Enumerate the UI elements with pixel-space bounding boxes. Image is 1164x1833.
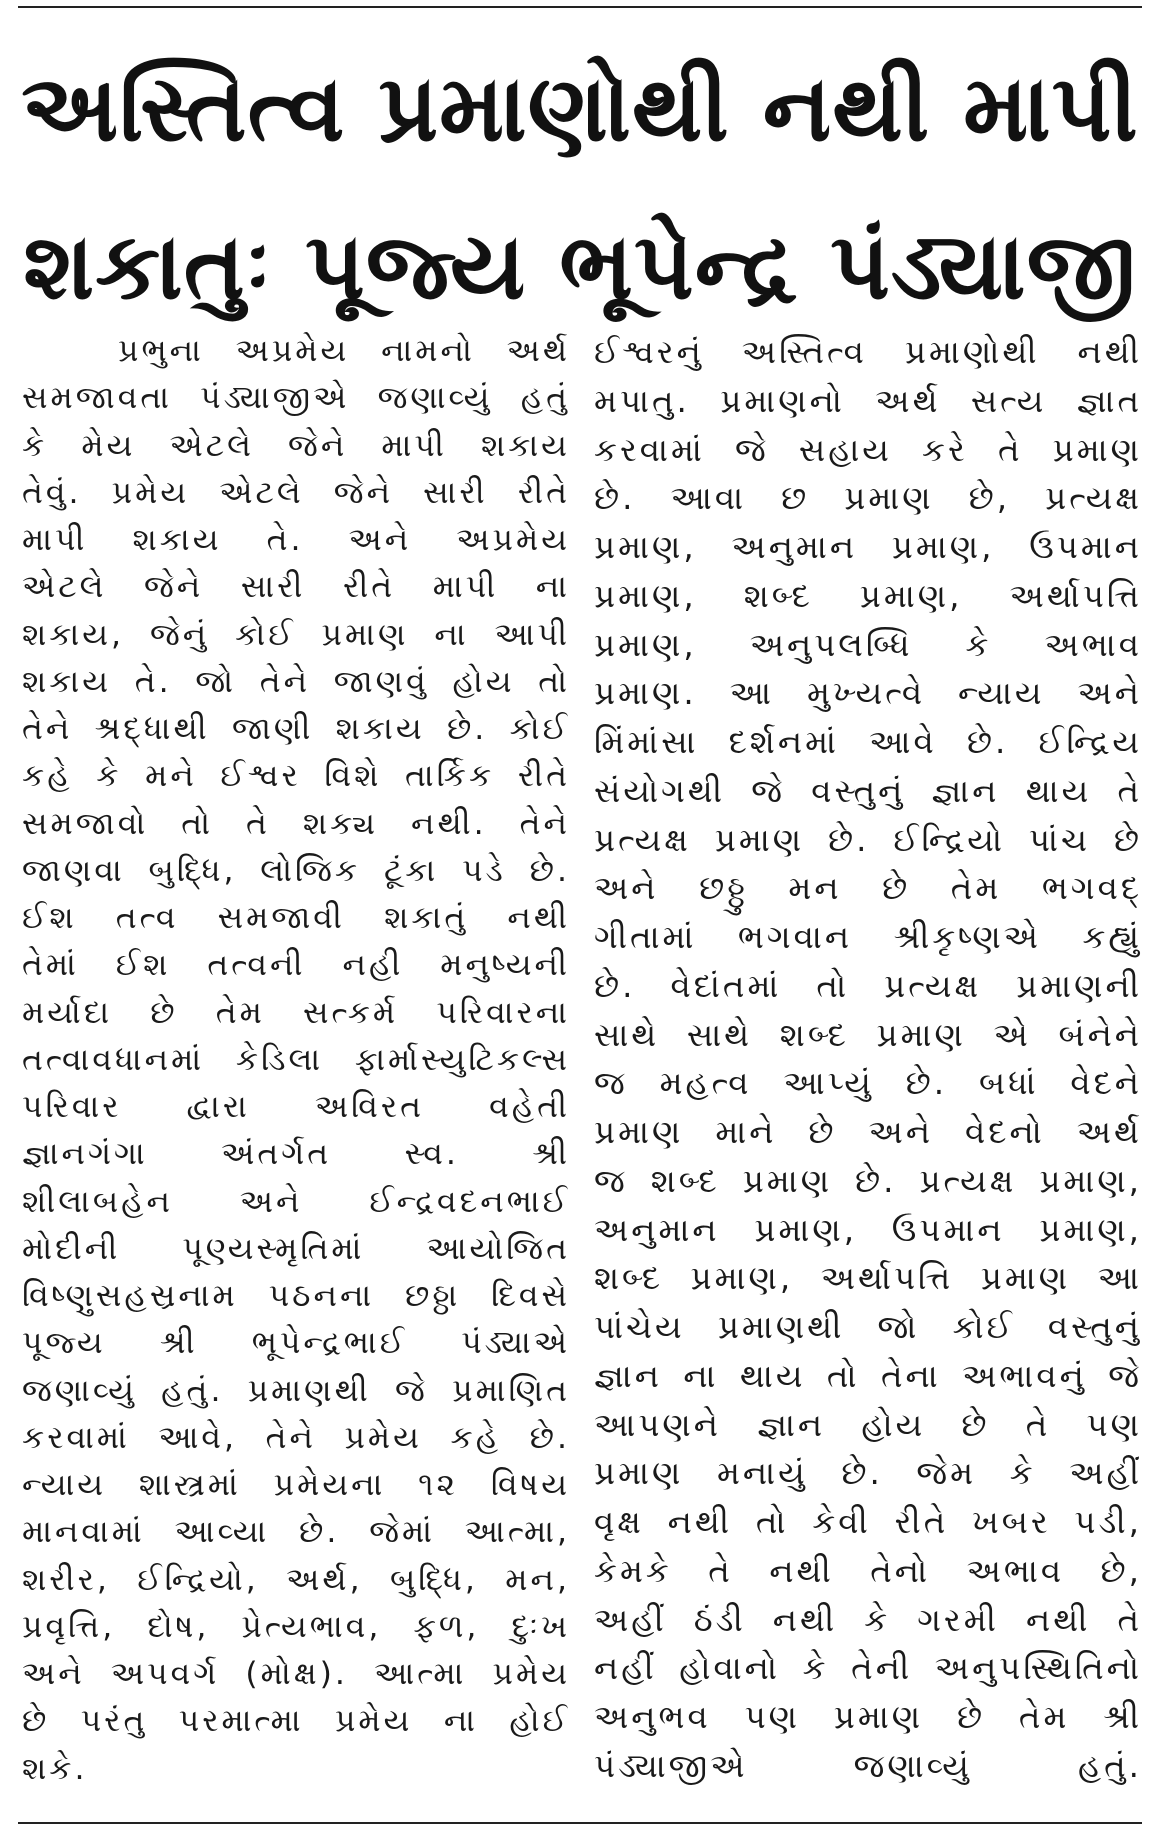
article-body [22, 328, 1142, 1806]
column-right-text: ઈશ્વરનું અસ્તિત્વ પ્રમાણોથી નથી મપાતુ. પ્રમાણનો અર્થ સત્ય જ્ઞાત કરવામાં જે સહાય કરે તે પ્રમાણ છે. આવા છ પ્રમાણ છે, પ્રત્યક્ષ પ્રમાણ, અનુમાન પ્રમાણ, ઉપમાન પ્રમાણ, શબ્દ પ્રમાણ, અર્થાપત્તિ પ્રમાણ, અનુપલબ્ધિ કે અભાવ પ્રમાણ. આ મુખ્યત્વે ન્યાય અને મિંમાંસા દર્શનમાં આવે છે. ઈન્દ્રિય સંયોગથી જે વસ્તુનું જ્ઞાન થાય તે પ્રત્યક્ષ પ્રમાણ છે. ઈન્દ્રિયો પાંચ છે અને છઠ્ઠુ મન છે તેમ ભગવદ્ ગીતામાં ભગવાન શ્રીકૃષ્ણએ કહ્યું છે. વેદાંતમાં તો પ્રત્યક્ષ પ્રમાણની સાથે સાથે શબ્દ પ્રમાણ એ બંનેને જ મહત્વ આપ્યું છે. બધાં વેદને પ્રમાણ માને છે અને વેદનો અર્થ જ શબ્દ પ્રમાણ છે. પ્રત્યક્ષ પ્રમાણ, અનુમાન પ્રમાણ, ઉપમાન પ્રમાણ, શબ્દ પ્રમાણ, અર્થાપત્તિ પ્રમાણ આ પાંચેય પ્રમાણથી જો કોઈ વસ્તુનું જ્ઞાન ના થાય તો તેના અભાવનું જે આપણને જ્ઞાન હોય છે તે પણ પ્રમાણ મનાયું છે. જેમ કે અહીં વૃક્ષ નથી તો કેવી રીતે ખબર પડી, કેમકે તે નથી તેનો અભાવ છે, અહીં ઠંડી નથી કે ગરમી નથી તે નહીં હોવાનો કે તેની અનુપસ્થિતિનો અનુભવ પણ પ્રમાણ છે તેમ શ્રી પંડ્યાજીએ જણાવ્યું હતું. [594, 333, 1142, 1785]
column-left-text: પ્રભુના અપ્રમેય નામનો અર્થ સમજાવતા પંડ્યાજીએ જણાવ્યું હતું કે મેય એટલે જેને માપી શકાય તેવું. પ્રમેય એટલે જેને સારી રીતે માપી શકાય તે. અને અપ્રમેય એટલે જેને સારી રીતે માપી ના શકાય, જેનું કોઈ પ્રમાણ ના આપી શકાય તે. જો તેને જાણવું હોય તો તેને શ્રદ્ધાથી જાણી શકાય છે. કોઈ કહે કે મને ઈશ્વર વિશે તાર્કિક રીતે સમજાવો તો તે શક્ય નથી. તેને જાણવા બુદ્ધિ, લોજિક ટૂંકા પડે છે. ઈશ તત્વ સમજાવી શકાતું નથી તેમાં ઈશ તત્વની નહી મનુષ્યની મર્યાદા છે તેમ સત્કર્મ પરિવારના તત્વાવધાનમાં કેડિલા ફાર્માસ્યુટિકલ્સ પરિવાર દ્વારા અવિરત વહેતી જ્ઞાનગંગા અંતર્ગત સ્વ. શ્રી શીલાબહેન અને ઈન્દ્રવદનભાઈ મોદીની પૂણ્યસ્મૃતિમાં આયોજિત વિષ્ણુસહસ્રનામ પઠનના છઠ્ઠા દિવસે પૂજ્ય શ્રી ભૂપેન્દ્રભાઈ પંડ્યાએ જણાવ્યું હતું. પ્રમાણથી જે પ્રમાણિત કરવામાં આવે, તેને પ્રમેય કહે છે. ન્યાય શાસ્ત્રમાં પ્રમેયના ૧૨ વિષય માનવામાં આવ્યા છે. જેમાં આત્મા, શરીર, ઈન્દ્રિયો, અર્થ, બુદ્ધિ, મન, પ્રવૃત્તિ, દોષ, પ્રેત્યભાવ, ફળ, દુઃખ અને અપવર્ગ (મોક્ષ). આત્મા પ્રમેય છે પરંતુ પરમાત્મા પ્રમેય ના હોઈ શકે. [22, 333, 570, 1787]
column-left [22, 328, 570, 1806]
top-rule [18, 6, 1142, 8]
headline-line-1: અસ્તિત્વ પ્રમાણોથી નથી માપી [21, 55, 1139, 162]
bottom-rule [18, 1822, 1142, 1824]
headline-line-2: શકાતુઃ પૂજ્ય ભૂપેન્દ્ર પંડ્યાજી [23, 213, 1137, 320]
headline [18, 30, 1142, 346]
column-right [594, 328, 1142, 1806]
